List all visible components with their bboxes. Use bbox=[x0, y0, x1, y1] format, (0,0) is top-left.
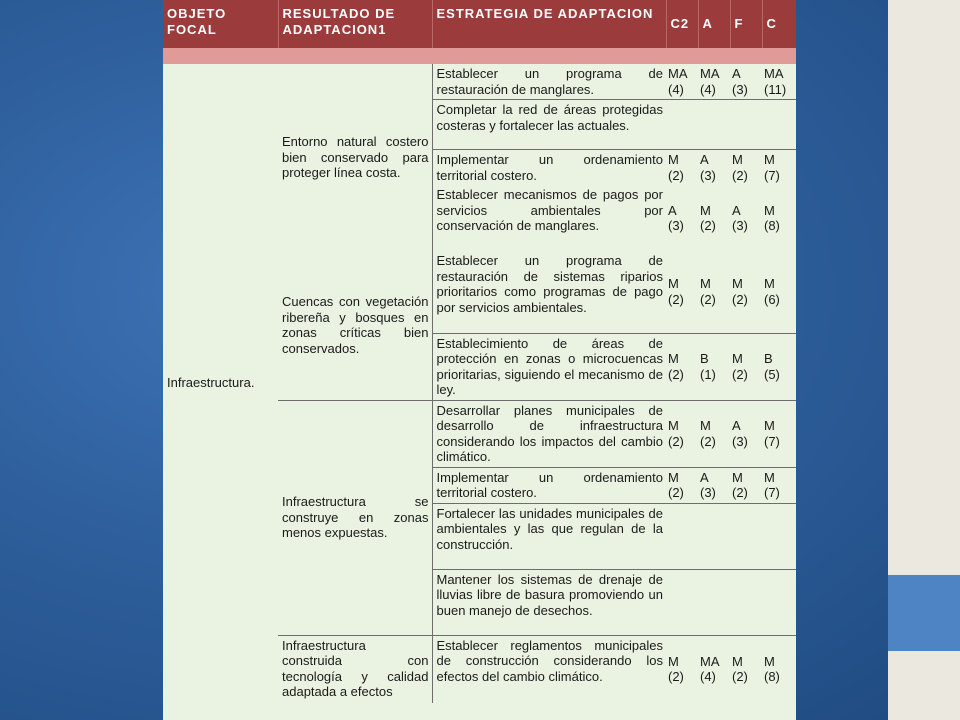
grade-c-cell bbox=[762, 100, 796, 150]
estrategia-cell: Completar la red de áreas protegidas costeras y fortalecer las actuales. bbox=[432, 100, 666, 150]
grade-a-cell: A (3) bbox=[698, 467, 730, 503]
grade-f-cell: A (3) bbox=[732, 202, 748, 233]
grade-f-cell bbox=[730, 100, 762, 150]
estrategia-cell: Establecer reglamentos municipales de construcción considerando los efectos del cambio climático. bbox=[432, 635, 666, 703]
grade-f-cell: A (3) bbox=[730, 400, 762, 467]
grade-c-cell: M (7) bbox=[762, 150, 796, 186]
resultado-cell: Infraestructura se construye en zonas menos expuestas. bbox=[278, 400, 432, 635]
grade-f-cell: A (3) bbox=[732, 66, 748, 97]
grade-c-cell: M (8) bbox=[764, 202, 780, 233]
resultado-cell: Cuencas con vegetación ribereña y bosques en zonas críticas bien conservados. bbox=[282, 294, 429, 356]
header-c: C bbox=[762, 0, 796, 48]
estrategia-cell: Establecer un programa de restauración de sistemas riparios prioritarios como programas de pago por servicios ambientales. bbox=[432, 251, 666, 333]
grade-f-cell: M (2) bbox=[732, 276, 748, 307]
right-accent-block bbox=[888, 575, 960, 651]
grade-a-cell: MA (4) bbox=[698, 635, 730, 703]
grade-c2-cell: A (3) bbox=[668, 202, 684, 233]
grade-c-cell: M (8) bbox=[762, 635, 796, 703]
grade-c-cell: M (6) bbox=[764, 276, 780, 307]
grade-a-cell bbox=[698, 100, 730, 150]
estrategia-cell: Establecimiento de áreas de protección en zonas o microcuencas prioritarias, siguiendo el mecanismo de ley. bbox=[432, 333, 666, 400]
grade-f-cell: M (2) bbox=[730, 635, 762, 703]
grade-a-cell: M (2) bbox=[698, 400, 730, 467]
header-resultado: RESULTADO DE ADAPTACION1 bbox=[278, 0, 432, 48]
grade-f-cell bbox=[730, 569, 762, 635]
grade-c2-cell: M (2) bbox=[666, 467, 698, 503]
estrategia-cell: Mantener los sistemas de drenaje de lluvias libre de basura promoviendo un buen manejo de desechos. bbox=[432, 569, 666, 635]
adaptation-table-panel bbox=[163, 0, 796, 720]
grade-f-cell: M (2) bbox=[730, 467, 762, 503]
resultado-cell: Infraestructura construida con tecnología y calidad adaptada a efectos bbox=[278, 635, 432, 703]
estrategia-cell: Desarrollar planes municipales de desarrollo de infraestructura considerando los impactos del cambio climático. bbox=[432, 400, 666, 467]
estrategia-cell: Fortalecer las unidades municipales de ambientales y las que regulan de la construcción. bbox=[432, 503, 666, 569]
grade-c2-cell: M (2) bbox=[666, 333, 698, 400]
estrategia-cell: Establecer mecanismos de pagos por servicios ambientales por conservación de manglares. bbox=[432, 185, 666, 251]
grade-c2-cell bbox=[666, 503, 698, 569]
grade-c-cell: B (5) bbox=[762, 333, 796, 400]
grade-a-cell: M (2) bbox=[700, 276, 716, 307]
grade-c2-cell: M (2) bbox=[666, 635, 698, 703]
grade-c-cell: M (7) bbox=[762, 400, 796, 467]
grade-c-cell: M (7) bbox=[762, 467, 796, 503]
resultado-cell: Entorno natural costero bien conservado para proteger línea costa. bbox=[282, 134, 429, 181]
table-header-row bbox=[163, 0, 796, 48]
grade-a-cell: A (3) bbox=[698, 150, 730, 186]
grade-c2-cell: M (2) bbox=[666, 400, 698, 467]
grade-f-cell: M (2) bbox=[730, 333, 762, 400]
grade-c2-cell: MA (4) bbox=[668, 66, 688, 97]
estrategia-cell: Implementar un ordenamiento territorial costero. bbox=[432, 150, 666, 186]
grade-c2-cell: M (2) bbox=[668, 276, 684, 307]
header-a: A bbox=[698, 0, 730, 48]
adaptation-table bbox=[163, 0, 796, 703]
grade-f-cell bbox=[730, 503, 762, 569]
grade-a-cell: M (2) bbox=[700, 202, 716, 233]
grade-c-cell bbox=[762, 569, 796, 635]
table-row bbox=[163, 64, 796, 100]
grade-c-cell bbox=[762, 503, 796, 569]
header-separator-row bbox=[163, 48, 796, 64]
header-estrategia: ESTRATEGIA DE ADAPTACION bbox=[432, 0, 666, 48]
grade-f-cell: M (2) bbox=[730, 150, 762, 186]
grade-a-cell bbox=[698, 569, 730, 635]
grade-a-cell: B (1) bbox=[698, 333, 730, 400]
grade-c-cell: MA (11) bbox=[764, 66, 787, 97]
objeto-focal-cell: Infraestructura. bbox=[167, 374, 255, 390]
grade-c2-cell: M (2) bbox=[666, 150, 698, 186]
grade-c2-cell bbox=[666, 569, 698, 635]
header-objeto-focal: OBJETO FOCAL bbox=[163, 0, 278, 48]
grade-a-cell: MA (4) bbox=[700, 66, 720, 97]
estrategia-cell: Establecer un programa de restauración de manglares. bbox=[432, 64, 666, 100]
header-c2: C2 bbox=[666, 0, 698, 48]
estrategia-cell: Implementar un ordenamiento territorial costero. bbox=[432, 467, 666, 503]
grade-a-cell bbox=[698, 503, 730, 569]
grade-c2-cell bbox=[666, 100, 698, 150]
header-f: F bbox=[730, 0, 762, 48]
